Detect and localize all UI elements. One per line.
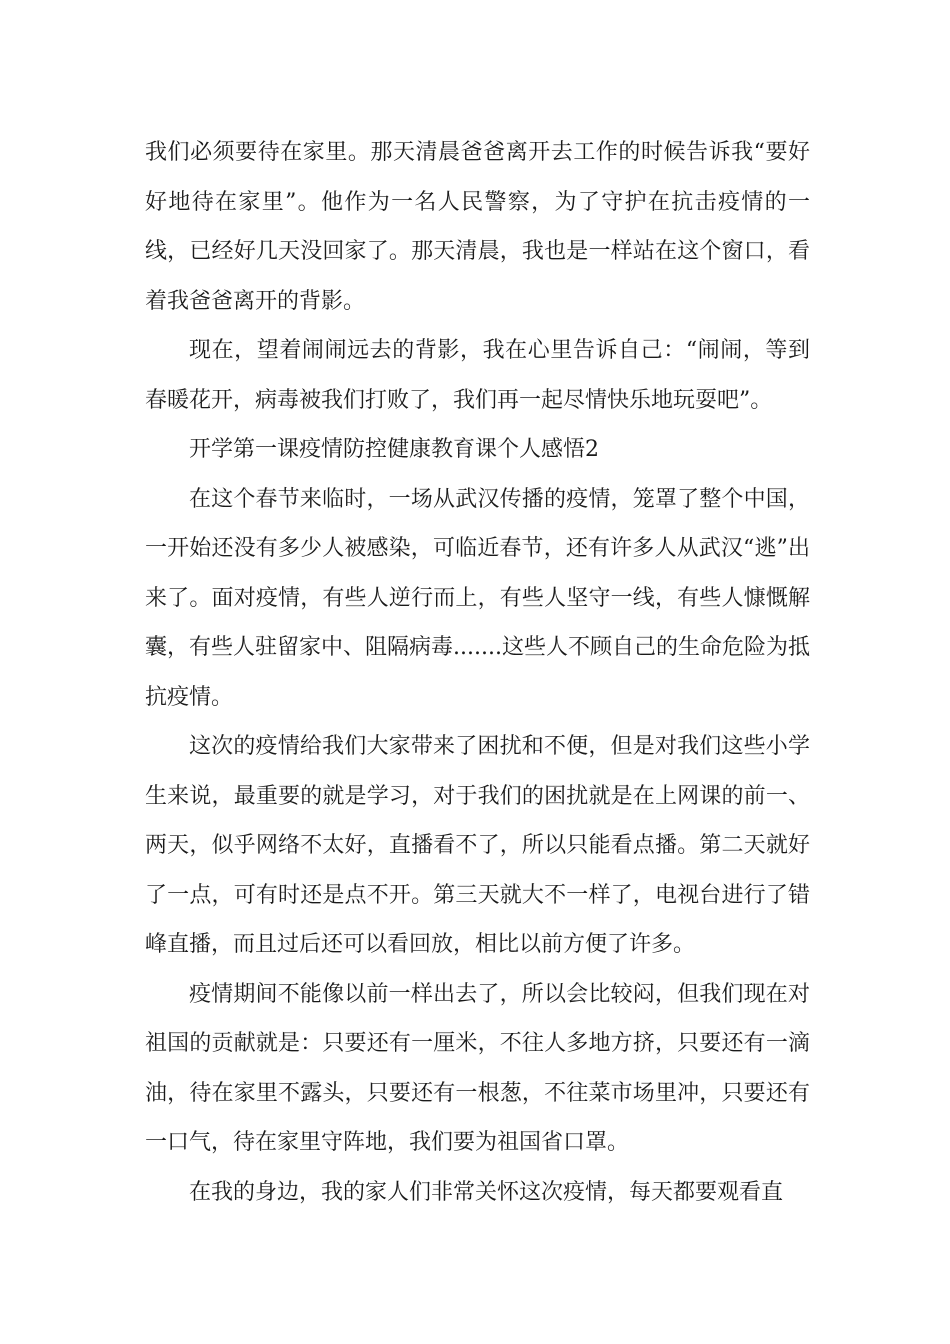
paragraph-continuation: 我们必须要待在家里。那天清晨爸爸离开去工作的时候告诉我“要好好地待在家里”。他作为一名人民警察，为了守护在抗击疫情的一线，已经好几天没回家了。那天清晨，我也是一样站在这个窗口，看着我爸爸离开的背影。 xyxy=(145,140,810,314)
paragraph: 疫情期间不能像以前一样出去了，所以会比较闷，但我们现在对祖国的贡献就是：只要还有一厘米，不往人多地方挤，只要还有一滴油，待在家里不露头，只要还有一根葱，不往菜市场里冲，只要还有一口气，待在家里守阵地，我们要为祖国省口罩。 xyxy=(145,981,810,1155)
paragraph: 这次的疫情给我们大家带来了困扰和不便，但是对我们这些小学生来说，最重要的就是学习，对于我们的困扰就是在上网课的前一、两天，似乎网络不太好，直播看不了，所以只能看点播。第二天就好了一点，可有时还是点不开。第三天就大不一样了，电视台进行了错峰直播，而且过后还可以看回放，相比以前方便了许多。 xyxy=(145,734,810,957)
document-body xyxy=(145,128,810,1217)
section-heading: 开学第一课疫情防控健康教育课个人感悟2 xyxy=(189,437,599,462)
paragraph: 在我的身边，我的家人们非常关怀这次疫情，每天都要观看直 xyxy=(189,1179,784,1205)
paragraph: 现在，望着闹闹远去的背影，我在心里告诉自己：“闹闹，等到春暖花开，病毒被我们打败了，我们再一起尽情快乐地玩耍吧”。 xyxy=(145,338,810,413)
paragraph: 在这个春节来临时，一场从武汉传播的疫情，笼罩了整个中国，一开始还没有多少人被感染，可临近春节，还有许多人从武汉“逃”出来了。面对疫情，有些人逆行而上，有些人坚守一线，有些人慷慨解囊，有些人驻留家中、阻隔病毒.......这些人不顾自己的生命危险为抵抗疫情。 xyxy=(145,486,810,710)
